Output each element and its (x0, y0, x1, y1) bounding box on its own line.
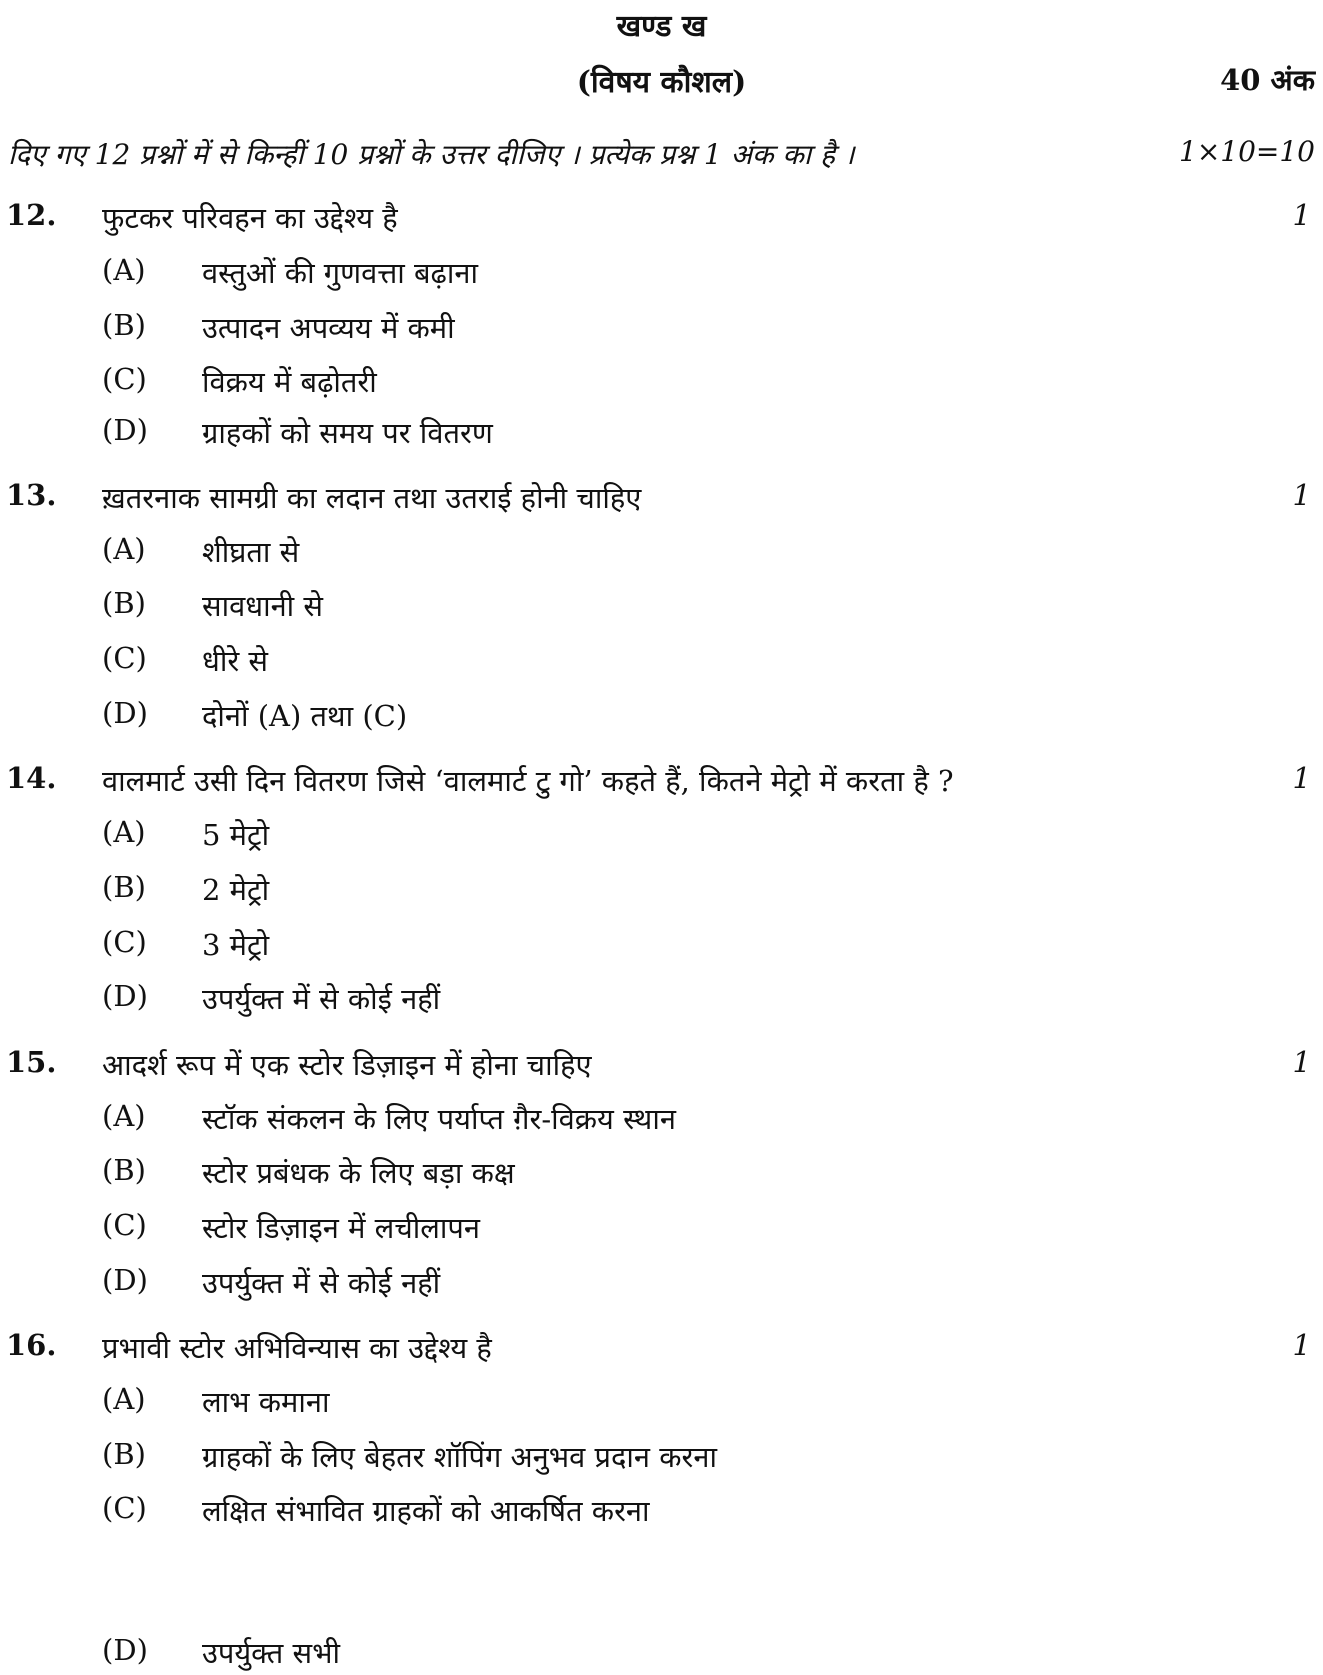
option-text: 2 मेट्रो (202, 873, 270, 907)
question-number: 14. (6, 761, 57, 795)
option-label: (D) (102, 1633, 148, 1667)
question-marks: 1 (1292, 1328, 1311, 1362)
question-number: 15. (6, 1045, 57, 1079)
option-text: उपर्युक्त में से कोई नहीं (202, 982, 441, 1016)
option-text: वस्तुओं की गुणवत्ता बढ़ाना (202, 256, 478, 290)
option-text: विक्रय में बढ़ोतरी (202, 365, 377, 399)
instruction-marks: 1×10=10 (1179, 135, 1315, 168)
question-number: 13. (6, 478, 57, 512)
question-marks: 1 (1292, 1045, 1311, 1079)
question-text: आदर्श रूप में एक स्टोर डिज़ाइन में होना चाहिए (102, 1048, 592, 1082)
option-label: (D) (102, 1263, 148, 1297)
option-label: (C) (102, 1208, 147, 1242)
option-text: स्टॉक संकलन के लिए पर्याप्त ग़ैर-विक्रय स्थान (202, 1102, 676, 1136)
option-text: 5 मेट्रो (202, 818, 270, 852)
option-label: (A) (102, 1382, 146, 1416)
option-label: (D) (102, 413, 148, 447)
question-text: ख़तरनाक सामग्री का लदान तथा उतराई होनी चाहिए (102, 481, 642, 515)
question-number: 12. (6, 198, 57, 232)
option-text: शीघ्रता से (202, 535, 300, 569)
option-label: (C) (102, 362, 147, 396)
option-text: उत्पादन अपव्यय में कमी (202, 311, 455, 345)
option-label: (A) (102, 815, 146, 849)
question-marks: 1 (1292, 198, 1311, 232)
option-text: धीरे से (202, 644, 269, 678)
option-label: (B) (102, 586, 146, 620)
question-text: वालमार्ट उसी दिन वितरण जिसे ‘वालमार्ट टु गो’ कहते हैं, कितने मेट्रो में करता है ? (102, 764, 954, 798)
question-marks: 1 (1292, 761, 1311, 795)
option-text: 3 मेट्रो (202, 928, 270, 962)
question-text: फुटकर परिवहन का उद्देश्य है (102, 201, 398, 235)
option-label: (C) (102, 1491, 147, 1525)
section-subtitle: (विषय कौशल) (576, 65, 747, 100)
option-label: (C) (102, 641, 147, 675)
option-text: स्टोर प्रबंधक के लिए बड़ा कक्ष (202, 1156, 515, 1190)
section-title: खण्ड ख (616, 9, 707, 44)
instruction (8, 135, 1315, 173)
option-label: (D) (102, 696, 148, 730)
option-label: (D) (102, 979, 148, 1013)
option-label: (A) (102, 1099, 146, 1133)
total-marks: 40 अंक (1220, 63, 1315, 97)
question-text: प्रभावी स्टोर अभिविन्यास का उद्देश्य है (102, 1331, 492, 1365)
option-label: (B) (102, 308, 146, 342)
option-label: (A) (102, 253, 146, 287)
option-label: (C) (102, 925, 147, 959)
option-text: लाभ कमाना (202, 1385, 330, 1419)
option-text: उपर्युक्त सभी (202, 1636, 340, 1670)
option-text: लक्षित संभावित ग्राहकों को आकर्षित करना (202, 1494, 650, 1528)
option-text: दोनों (A) तथा (C) (202, 699, 408, 733)
option-text: स्टोर डिज़ाइन में लचीलापन (202, 1211, 480, 1245)
option-text: उपर्युक्त में से कोई नहीं (202, 1266, 441, 1300)
option-text: ग्राहकों के लिए बेहतर शॉपिंग अनुभव प्रदान करना (202, 1440, 717, 1474)
option-label: (B) (102, 1437, 146, 1471)
question-marks: 1 (1292, 478, 1311, 512)
option-text: सावधानी से (202, 589, 324, 623)
option-label: (A) (102, 532, 146, 566)
option-label: (B) (102, 870, 146, 904)
option-text: ग्राहकों को समय पर वितरण (202, 416, 493, 450)
instruction-text: दिए गए 12 प्रश्नों में से किन्हीं 10 प्रश्नों के उत्तर दीजिए । प्रत्येक प्रश्न 1 अंक का है । (8, 138, 855, 171)
option-label: (B) (102, 1153, 146, 1187)
question-number: 16. (6, 1328, 57, 1362)
